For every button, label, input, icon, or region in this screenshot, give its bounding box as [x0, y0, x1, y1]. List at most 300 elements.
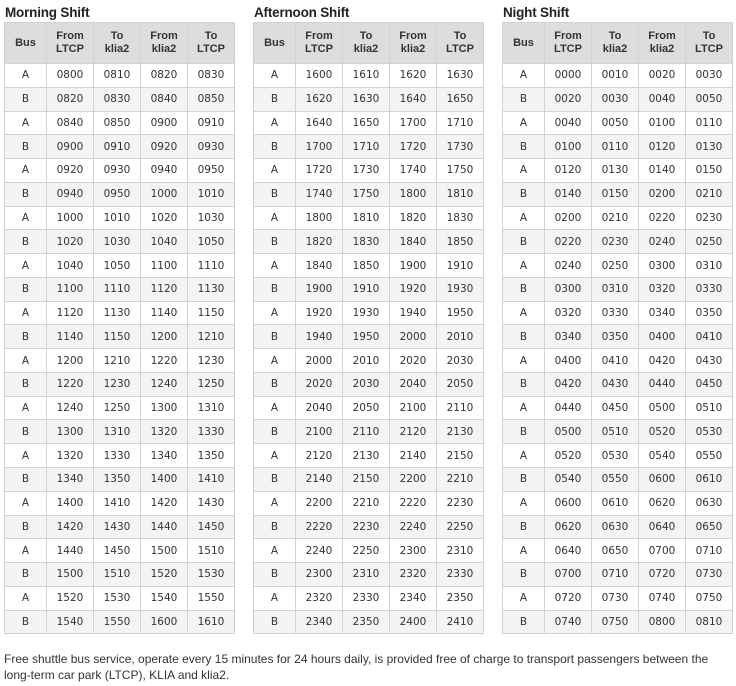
from-klia2-cell: 1700	[390, 111, 437, 135]
from-klia2-cell: 1320	[141, 420, 188, 444]
from-klia2-cell: 0700	[639, 539, 686, 563]
table-row	[254, 230, 484, 254]
to-klia2-cell: 1450	[94, 539, 141, 563]
from-ltcp-cell: 2240	[296, 539, 343, 563]
from-klia2-cell: 0620	[639, 491, 686, 515]
to-klia2-cell: 0430	[592, 372, 639, 396]
from-ltcp-cell: 2120	[296, 444, 343, 468]
to-klia2-cell: 2130	[343, 444, 390, 468]
from-ltcp-cell: 2020	[296, 372, 343, 396]
to-klia2-cell: 1130	[94, 301, 141, 325]
table-row	[503, 111, 733, 135]
from-ltcp-cell: 1420	[47, 515, 94, 539]
morning-shift-section	[4, 3, 236, 634]
to-klia2-cell: 0230	[592, 230, 639, 254]
bus-cell: B	[254, 277, 296, 301]
from-klia2-cell: 0320	[639, 277, 686, 301]
header-to-klia2: To klia2	[592, 23, 639, 64]
from-klia2-cell: 2220	[390, 491, 437, 515]
table-row	[503, 206, 733, 230]
from-klia2-cell: 1900	[390, 254, 437, 278]
table-row	[503, 182, 733, 206]
from-ltcp-cell: 1140	[47, 325, 94, 349]
table-row	[503, 87, 733, 111]
to-ltcp-cell: 0710	[686, 539, 733, 563]
bus-cell: B	[5, 277, 47, 301]
table-row	[5, 539, 235, 563]
bus-cell: B	[254, 515, 296, 539]
bus-cell: A	[5, 491, 47, 515]
bus-cell: B	[254, 610, 296, 634]
to-ltcp-cell: 0810	[686, 610, 733, 634]
from-klia2-cell: 0120	[639, 135, 686, 159]
from-ltcp-cell: 0820	[47, 87, 94, 111]
to-ltcp-cell: 1750	[437, 159, 484, 183]
bus-cell: A	[254, 159, 296, 183]
from-ltcp-cell: 2340	[296, 610, 343, 634]
bus-cell: B	[5, 135, 47, 159]
to-klia2-cell: 1010	[94, 206, 141, 230]
table-row	[5, 277, 235, 301]
from-klia2-cell: 1240	[141, 372, 188, 396]
bus-cell: A	[5, 64, 47, 88]
table-row	[503, 325, 733, 349]
from-klia2-cell: 0540	[639, 444, 686, 468]
to-klia2-cell: 1850	[343, 254, 390, 278]
to-klia2-cell: 1310	[94, 420, 141, 444]
table-row	[5, 159, 235, 183]
to-klia2-cell: 1430	[94, 515, 141, 539]
table-header-row	[5, 23, 235, 64]
to-ltcp-cell: 0110	[686, 111, 733, 135]
from-klia2-cell: 0140	[639, 159, 686, 183]
to-klia2-cell: 0730	[592, 586, 639, 610]
to-ltcp-cell: 0150	[686, 159, 733, 183]
table-row	[503, 563, 733, 587]
to-klia2-cell: 0330	[592, 301, 639, 325]
to-klia2-cell: 0050	[592, 111, 639, 135]
night-shift-table	[502, 22, 733, 634]
to-klia2-cell: 0010	[592, 64, 639, 88]
table-row	[254, 325, 484, 349]
to-klia2-cell: 1530	[94, 586, 141, 610]
from-ltcp-cell: 1700	[296, 135, 343, 159]
table-row	[503, 159, 733, 183]
to-klia2-cell: 1350	[94, 468, 141, 492]
table-row	[503, 444, 733, 468]
to-ltcp-cell: 2210	[437, 468, 484, 492]
from-klia2-cell: 2240	[390, 515, 437, 539]
afternoon-shift-section	[253, 3, 485, 634]
to-ltcp-cell: 1710	[437, 111, 484, 135]
from-ltcp-cell: 0720	[545, 586, 592, 610]
to-ltcp-cell: 1830	[437, 206, 484, 230]
to-ltcp-cell: 0330	[686, 277, 733, 301]
header-from-ltcp: From LTCP	[47, 23, 94, 64]
to-klia2-cell: 0250	[592, 254, 639, 278]
to-klia2-cell: 1330	[94, 444, 141, 468]
from-ltcp-cell: 1220	[47, 372, 94, 396]
from-klia2-cell: 0640	[639, 515, 686, 539]
table-row	[254, 539, 484, 563]
from-klia2-cell: 0800	[639, 610, 686, 634]
from-ltcp-cell: 0440	[545, 396, 592, 420]
table-header-row	[503, 23, 733, 64]
morning-shift-body	[5, 64, 235, 634]
from-klia2-cell: 0920	[141, 135, 188, 159]
table-row	[503, 396, 733, 420]
from-ltcp-cell: 0000	[545, 64, 592, 88]
to-ltcp-cell: 0450	[686, 372, 733, 396]
to-ltcp-cell: 0530	[686, 420, 733, 444]
from-ltcp-cell: 1000	[47, 206, 94, 230]
bus-cell: A	[503, 586, 545, 610]
bus-cell: B	[503, 135, 545, 159]
table-row	[254, 349, 484, 373]
from-ltcp-cell: 2140	[296, 468, 343, 492]
table-row	[503, 420, 733, 444]
from-klia2-cell: 2320	[390, 563, 437, 587]
table-row	[254, 515, 484, 539]
to-ltcp-cell: 1050	[188, 230, 235, 254]
bus-cell: A	[254, 301, 296, 325]
table-row	[503, 610, 733, 634]
to-ltcp-cell: 0550	[686, 444, 733, 468]
table-row	[5, 586, 235, 610]
to-klia2-cell: 0850	[94, 111, 141, 135]
from-ltcp-cell: 0700	[545, 563, 592, 587]
bus-cell: B	[5, 610, 47, 634]
from-ltcp-cell: 1940	[296, 325, 343, 349]
to-klia2-cell: 1610	[343, 64, 390, 88]
from-klia2-cell: 1440	[141, 515, 188, 539]
header-to-klia2: To klia2	[343, 23, 390, 64]
to-ltcp-cell: 1330	[188, 420, 235, 444]
table-row	[5, 491, 235, 515]
bus-cell: B	[503, 515, 545, 539]
from-ltcp-cell: 1840	[296, 254, 343, 278]
bus-cell: B	[5, 182, 47, 206]
from-klia2-cell: 0400	[639, 325, 686, 349]
bus-cell: B	[503, 468, 545, 492]
from-klia2-cell: 0520	[639, 420, 686, 444]
to-klia2-cell: 1230	[94, 372, 141, 396]
from-klia2-cell: 1800	[390, 182, 437, 206]
bus-cell: B	[503, 420, 545, 444]
bus-cell: B	[5, 230, 47, 254]
bus-cell: B	[5, 372, 47, 396]
bus-cell: A	[503, 444, 545, 468]
from-klia2-cell: 0500	[639, 396, 686, 420]
from-klia2-cell: 0240	[639, 230, 686, 254]
bus-cell: A	[5, 111, 47, 135]
bus-cell: B	[254, 372, 296, 396]
bus-cell: A	[254, 491, 296, 515]
to-ltcp-cell: 1030	[188, 206, 235, 230]
table-row	[254, 301, 484, 325]
header-from-ltcp: From LTCP	[296, 23, 343, 64]
afternoon-shift-table	[253, 22, 484, 634]
from-klia2-cell: 2120	[390, 420, 437, 444]
bus-cell: B	[5, 468, 47, 492]
from-ltcp-cell: 2220	[296, 515, 343, 539]
bus-cell: B	[5, 420, 47, 444]
to-ltcp-cell: 1910	[437, 254, 484, 278]
from-ltcp-cell: 1500	[47, 563, 94, 587]
bus-cell: A	[254, 254, 296, 278]
to-ltcp-cell: 2010	[437, 325, 484, 349]
header-to-ltcp: To LTCP	[188, 23, 235, 64]
bus-cell: B	[503, 563, 545, 587]
from-ltcp-cell: 1240	[47, 396, 94, 420]
to-klia2-cell: 1630	[343, 87, 390, 111]
from-ltcp-cell: 0840	[47, 111, 94, 135]
from-klia2-cell: 2100	[390, 396, 437, 420]
from-ltcp-cell: 0340	[545, 325, 592, 349]
to-ltcp-cell: 0210	[686, 182, 733, 206]
to-ltcp-cell: 0250	[686, 230, 733, 254]
bus-cell: A	[503, 206, 545, 230]
table-row	[5, 135, 235, 159]
to-ltcp-cell: 2350	[437, 586, 484, 610]
from-klia2-cell: 1720	[390, 135, 437, 159]
to-klia2-cell: 1810	[343, 206, 390, 230]
header-from-klia2: From klia2	[141, 23, 188, 64]
from-klia2-cell: 1040	[141, 230, 188, 254]
to-klia2-cell: 1830	[343, 230, 390, 254]
from-klia2-cell: 0600	[639, 468, 686, 492]
from-ltcp-cell: 1200	[47, 349, 94, 373]
from-klia2-cell: 1400	[141, 468, 188, 492]
bus-cell: A	[503, 64, 545, 88]
table-row	[254, 563, 484, 587]
from-ltcp-cell: 1400	[47, 491, 94, 515]
from-ltcp-cell: 2320	[296, 586, 343, 610]
to-ltcp-cell: 0410	[686, 325, 733, 349]
to-klia2-cell: 0130	[592, 159, 639, 183]
header-to-ltcp: To LTCP	[437, 23, 484, 64]
morning-shift-table	[4, 22, 235, 634]
header-from-klia2: From klia2	[390, 23, 437, 64]
to-klia2-cell: 0450	[592, 396, 639, 420]
from-klia2-cell: 0340	[639, 301, 686, 325]
table-row	[5, 349, 235, 373]
to-ltcp-cell: 0610	[686, 468, 733, 492]
to-klia2-cell: 0910	[94, 135, 141, 159]
to-klia2-cell: 2150	[343, 468, 390, 492]
to-ltcp-cell: 0650	[686, 515, 733, 539]
to-ltcp-cell: 2050	[437, 372, 484, 396]
table-row	[5, 230, 235, 254]
table-row	[5, 182, 235, 206]
bus-cell: B	[254, 135, 296, 159]
from-ltcp-cell: 0040	[545, 111, 592, 135]
to-ltcp-cell: 1810	[437, 182, 484, 206]
to-klia2-cell: 0950	[94, 182, 141, 206]
to-klia2-cell: 0510	[592, 420, 639, 444]
from-ltcp-cell: 1820	[296, 230, 343, 254]
table-row	[5, 372, 235, 396]
from-ltcp-cell: 2100	[296, 420, 343, 444]
from-ltcp-cell: 0600	[545, 491, 592, 515]
to-ltcp-cell: 1110	[188, 254, 235, 278]
table-row	[254, 372, 484, 396]
to-ltcp-cell: 0510	[686, 396, 733, 420]
table-row	[254, 277, 484, 301]
from-klia2-cell: 1300	[141, 396, 188, 420]
bus-cell: A	[254, 396, 296, 420]
to-ltcp-cell: 1410	[188, 468, 235, 492]
table-row	[503, 301, 733, 325]
table-row	[5, 396, 235, 420]
from-ltcp-cell: 2000	[296, 349, 343, 373]
to-klia2-cell: 2050	[343, 396, 390, 420]
to-ltcp-cell: 2150	[437, 444, 484, 468]
bus-cell: B	[503, 325, 545, 349]
from-klia2-cell: 0200	[639, 182, 686, 206]
bus-cell: B	[254, 563, 296, 587]
from-ltcp-cell: 0300	[545, 277, 592, 301]
table-row	[254, 159, 484, 183]
table-row	[5, 515, 235, 539]
bus-cell: B	[5, 325, 47, 349]
shift-title: Night Shift	[503, 5, 570, 20]
bus-cell: B	[503, 182, 545, 206]
from-ltcp-cell: 0220	[545, 230, 592, 254]
table-row	[5, 301, 235, 325]
from-klia2-cell: 1620	[390, 64, 437, 88]
from-ltcp-cell: 0920	[47, 159, 94, 183]
from-ltcp-cell: 0900	[47, 135, 94, 159]
bus-cell: B	[254, 87, 296, 111]
from-ltcp-cell: 0940	[47, 182, 94, 206]
to-klia2-cell: 0650	[592, 539, 639, 563]
from-ltcp-cell: 1620	[296, 87, 343, 111]
from-klia2-cell: 0040	[639, 87, 686, 111]
from-ltcp-cell: 0100	[545, 135, 592, 159]
bus-cell: A	[254, 206, 296, 230]
from-ltcp-cell: 1640	[296, 111, 343, 135]
footer-note: Free shuttle bus service, operate every 15 minutes for 24 hours daily, is provided free of charge to transport passengers between the long-term car park (LTCP), KLIA and klia2.	[4, 652, 709, 682]
table-row	[5, 111, 235, 135]
to-ltcp-cell: 0430	[686, 349, 733, 373]
to-klia2-cell: 2110	[343, 420, 390, 444]
to-klia2-cell: 1710	[343, 135, 390, 159]
bus-cell: A	[503, 349, 545, 373]
to-klia2-cell: 0530	[592, 444, 639, 468]
to-klia2-cell: 0750	[592, 610, 639, 634]
to-ltcp-cell: 0910	[188, 111, 235, 135]
afternoon-shift-body	[254, 64, 484, 634]
from-klia2-cell: 1920	[390, 277, 437, 301]
from-klia2-cell: 2140	[390, 444, 437, 468]
to-klia2-cell: 1210	[94, 349, 141, 373]
shift-title: Afternoon Shift	[254, 5, 350, 20]
night-shift-body	[503, 64, 733, 634]
to-klia2-cell: 0410	[592, 349, 639, 373]
table-row	[503, 230, 733, 254]
table-row	[5, 64, 235, 88]
header-bus: Bus	[5, 23, 47, 64]
to-klia2-cell: 1550	[94, 610, 141, 634]
to-klia2-cell: 0110	[592, 135, 639, 159]
to-ltcp-cell: 0230	[686, 206, 733, 230]
to-ltcp-cell: 0850	[188, 87, 235, 111]
to-klia2-cell: 2250	[343, 539, 390, 563]
table-row	[503, 254, 733, 278]
table-row	[254, 206, 484, 230]
table-row	[503, 586, 733, 610]
table-row	[254, 64, 484, 88]
table-row	[254, 586, 484, 610]
to-ltcp-cell: 2110	[437, 396, 484, 420]
from-klia2-cell: 0020	[639, 64, 686, 88]
from-klia2-cell: 0420	[639, 349, 686, 373]
from-klia2-cell: 1000	[141, 182, 188, 206]
from-ltcp-cell: 2200	[296, 491, 343, 515]
to-klia2-cell: 1750	[343, 182, 390, 206]
bus-cell: A	[5, 159, 47, 183]
from-klia2-cell: 1420	[141, 491, 188, 515]
bus-cell: A	[254, 539, 296, 563]
from-ltcp-cell: 1320	[47, 444, 94, 468]
table-row	[503, 349, 733, 373]
from-klia2-cell: 1120	[141, 277, 188, 301]
bus-cell: B	[254, 468, 296, 492]
bus-cell: A	[254, 444, 296, 468]
to-klia2-cell: 1050	[94, 254, 141, 278]
from-klia2-cell: 2300	[390, 539, 437, 563]
to-ltcp-cell: 1310	[188, 396, 235, 420]
from-klia2-cell: 2200	[390, 468, 437, 492]
to-ltcp-cell: 0930	[188, 135, 235, 159]
bus-cell: A	[503, 111, 545, 135]
from-ltcp-cell: 0240	[545, 254, 592, 278]
from-klia2-cell: 2400	[390, 610, 437, 634]
night-shift-section	[502, 3, 734, 634]
table-row	[5, 254, 235, 278]
to-ltcp-cell: 1630	[437, 64, 484, 88]
from-ltcp-cell: 0520	[545, 444, 592, 468]
to-klia2-cell: 1650	[343, 111, 390, 135]
table-row	[5, 610, 235, 634]
to-klia2-cell: 0930	[94, 159, 141, 183]
to-klia2-cell: 1030	[94, 230, 141, 254]
bus-cell: A	[5, 349, 47, 373]
to-klia2-cell: 0610	[592, 491, 639, 515]
from-ltcp-cell: 0740	[545, 610, 592, 634]
to-klia2-cell: 1150	[94, 325, 141, 349]
from-klia2-cell: 0940	[141, 159, 188, 183]
from-klia2-cell: 1100	[141, 254, 188, 278]
to-ltcp-cell: 0030	[686, 64, 733, 88]
bus-cell: B	[254, 420, 296, 444]
bus-cell: A	[5, 539, 47, 563]
to-klia2-cell: 2230	[343, 515, 390, 539]
from-ltcp-cell: 0800	[47, 64, 94, 88]
table-row	[254, 111, 484, 135]
to-klia2-cell: 2030	[343, 372, 390, 396]
table-row	[503, 468, 733, 492]
table-header-row	[254, 23, 484, 64]
from-klia2-cell: 2340	[390, 586, 437, 610]
from-ltcp-cell: 0400	[545, 349, 592, 373]
from-ltcp-cell: 1900	[296, 277, 343, 301]
from-klia2-cell: 1840	[390, 230, 437, 254]
to-klia2-cell: 1410	[94, 491, 141, 515]
to-ltcp-cell: 0310	[686, 254, 733, 278]
from-ltcp-cell: 1520	[47, 586, 94, 610]
